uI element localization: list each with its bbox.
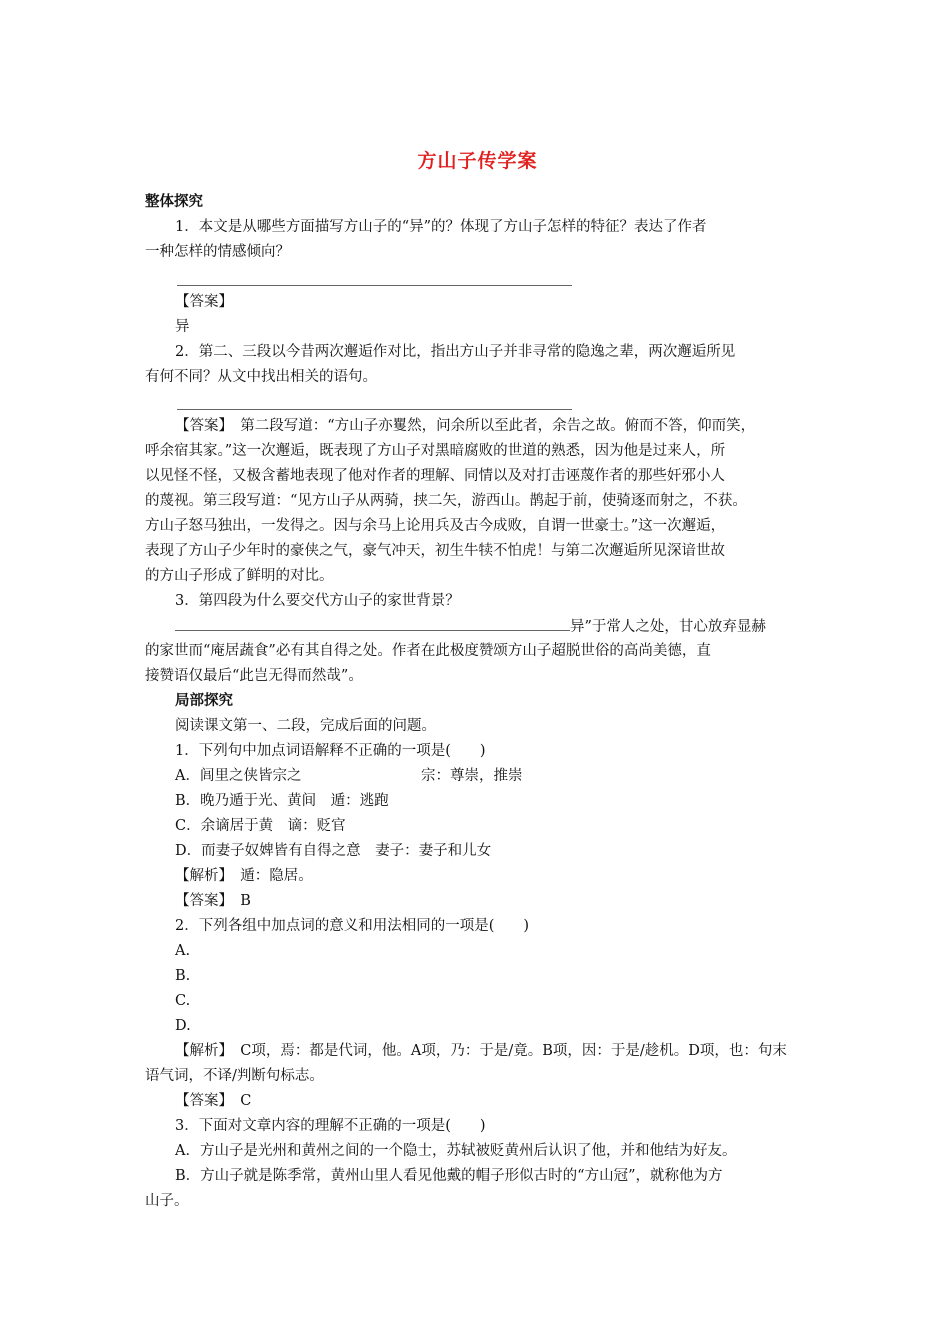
option-d: D．而妻子奴婢皆有自得之意 妻子：妻子和儿女 (175, 843, 492, 859)
page-title: 方山子传学案 (417, 150, 538, 172)
question-2-line-1: 2．第二、三段以今昔两次邂逅作对比，指出方山子并非寻常的隐逸之辈，两次邂逅所见 (175, 344, 736, 360)
section-heading-overall: 整体探究 (145, 194, 203, 210)
answer-3-line-3: 接赞语仅最后“此岂无得而然哉”。 (145, 668, 363, 684)
answer-blank-line (177, 409, 572, 410)
answer-3-line-2: 的家世而“庵居蔬食”必有其自得之处。作者在此极度赞颂方山子超脱世俗的高尚美德，直 (145, 643, 711, 659)
option-a-note: 宗：尊崇，推崇 (421, 768, 523, 784)
option-c: C．余谪居于黄 谪：贬官 (175, 818, 346, 834)
answer-2-line-1: 【答案】 第二段写道：“方山子亦矍然，问余所以至此者，余告之故。俯而不答，仰而笑， (175, 418, 756, 434)
answer-2-line-2: 呼余宿其家。”这一次邂逅，既表现了方山子对黑暗腐败的世道的熟悉，因为他是过来人，所 (145, 443, 726, 459)
answer-2-line-5: 方山子怒马独出，一发得之。因与余马上论用兵及古今成败，自谓一世豪士。”这一次邂逅， (145, 518, 726, 534)
answer-blank-line (177, 285, 572, 286)
reading-instruction: 阅读课文第一、二段，完成后面的问题。 (175, 718, 436, 734)
answer-3-line-1 (175, 614, 766, 639)
option-c: C. (175, 993, 191, 1009)
option-d: D. (175, 1018, 191, 1034)
analysis-2-line-1: 【解析】 C项，焉：都是代词，他。A项，乃：于是/竟。B项，因：于是/趁机。D项，也：句末 (175, 1043, 787, 1059)
partial-question-2: 2．下列各组中加点词的意义和用法相同的一项是( ) (175, 918, 530, 934)
answer-2-line-7: 的方山子形成了鲜明的对比。 (145, 568, 334, 584)
partial-question-1: 1．下列句中加点词语解释不正确的一项是( ) (175, 743, 486, 759)
answer-3-line-1-tail: 异”于常人之处，甘心放弃显赫 (570, 619, 766, 635)
answer-2-line-4: 的蔑视。第三段写道：“见方山子从两骑，挟二矢，游西山。鹊起于前，使骑逐而射之，不获。 (145, 493, 747, 509)
analysis-2-line-2: 语气词，不译/判断句标志。 (145, 1068, 324, 1084)
option-b-line-1: B．方山子就是陈季常，黄州山里人看见他戴的帽子形似古时的“方山冠”，就称他为方 (175, 1168, 723, 1184)
analysis-1: 【解析】 遁：隐居。 (175, 868, 313, 884)
option-a: A．方山子是光州和黄州之间的一个隐士，苏轼被贬黄州后认识了他，并和他结为好友。 (175, 1143, 737, 1159)
answer-2-line-6: 表现了方山子少年时的豪侠之气，豪气冲天，初生牛犊不怕虎！与第二次邂逅所见深谙世故 (145, 543, 725, 559)
answer-label: 【答案】 (175, 294, 233, 310)
answer-partial-1: 【答案】 B (175, 893, 251, 909)
answer-2-line-3: 以见怪不怪，又极含蓄地表现了他对作者的理解、同情以及对打击诬蔑作者的那些奸邪小人 (145, 468, 725, 484)
partial-question-3: 3．下面对文章内容的理解不正确的一项是( ) (175, 1118, 486, 1134)
option-a: A. (175, 943, 191, 959)
option-a: A．闾里之侠皆宗之 (175, 768, 302, 784)
option-b-line-2: 山子。 (145, 1193, 189, 1209)
option-b: B. (175, 968, 191, 984)
question-1-line-1: 1．本文是从哪些方面描写方山子的“异”的？体现了方山子怎样的特征？表达了作者 (175, 219, 707, 235)
question-1-line-2: 一种怎样的情感倾向？ (145, 244, 290, 260)
option-b: B．晚乃遁于光、黄间 遁：逃跑 (175, 793, 389, 809)
question-2-line-2: 有何不同？从文中找出相关的语句。 (145, 369, 377, 385)
question-3: 3．第四段为什么要交代方山子的家世背景？ (175, 593, 460, 609)
answer-partial-2: 【答案】 C (175, 1093, 252, 1109)
answer-text: 异 (175, 319, 190, 335)
answer-blank-line (175, 614, 570, 631)
section-heading-partial: 局部探究 (175, 693, 233, 709)
